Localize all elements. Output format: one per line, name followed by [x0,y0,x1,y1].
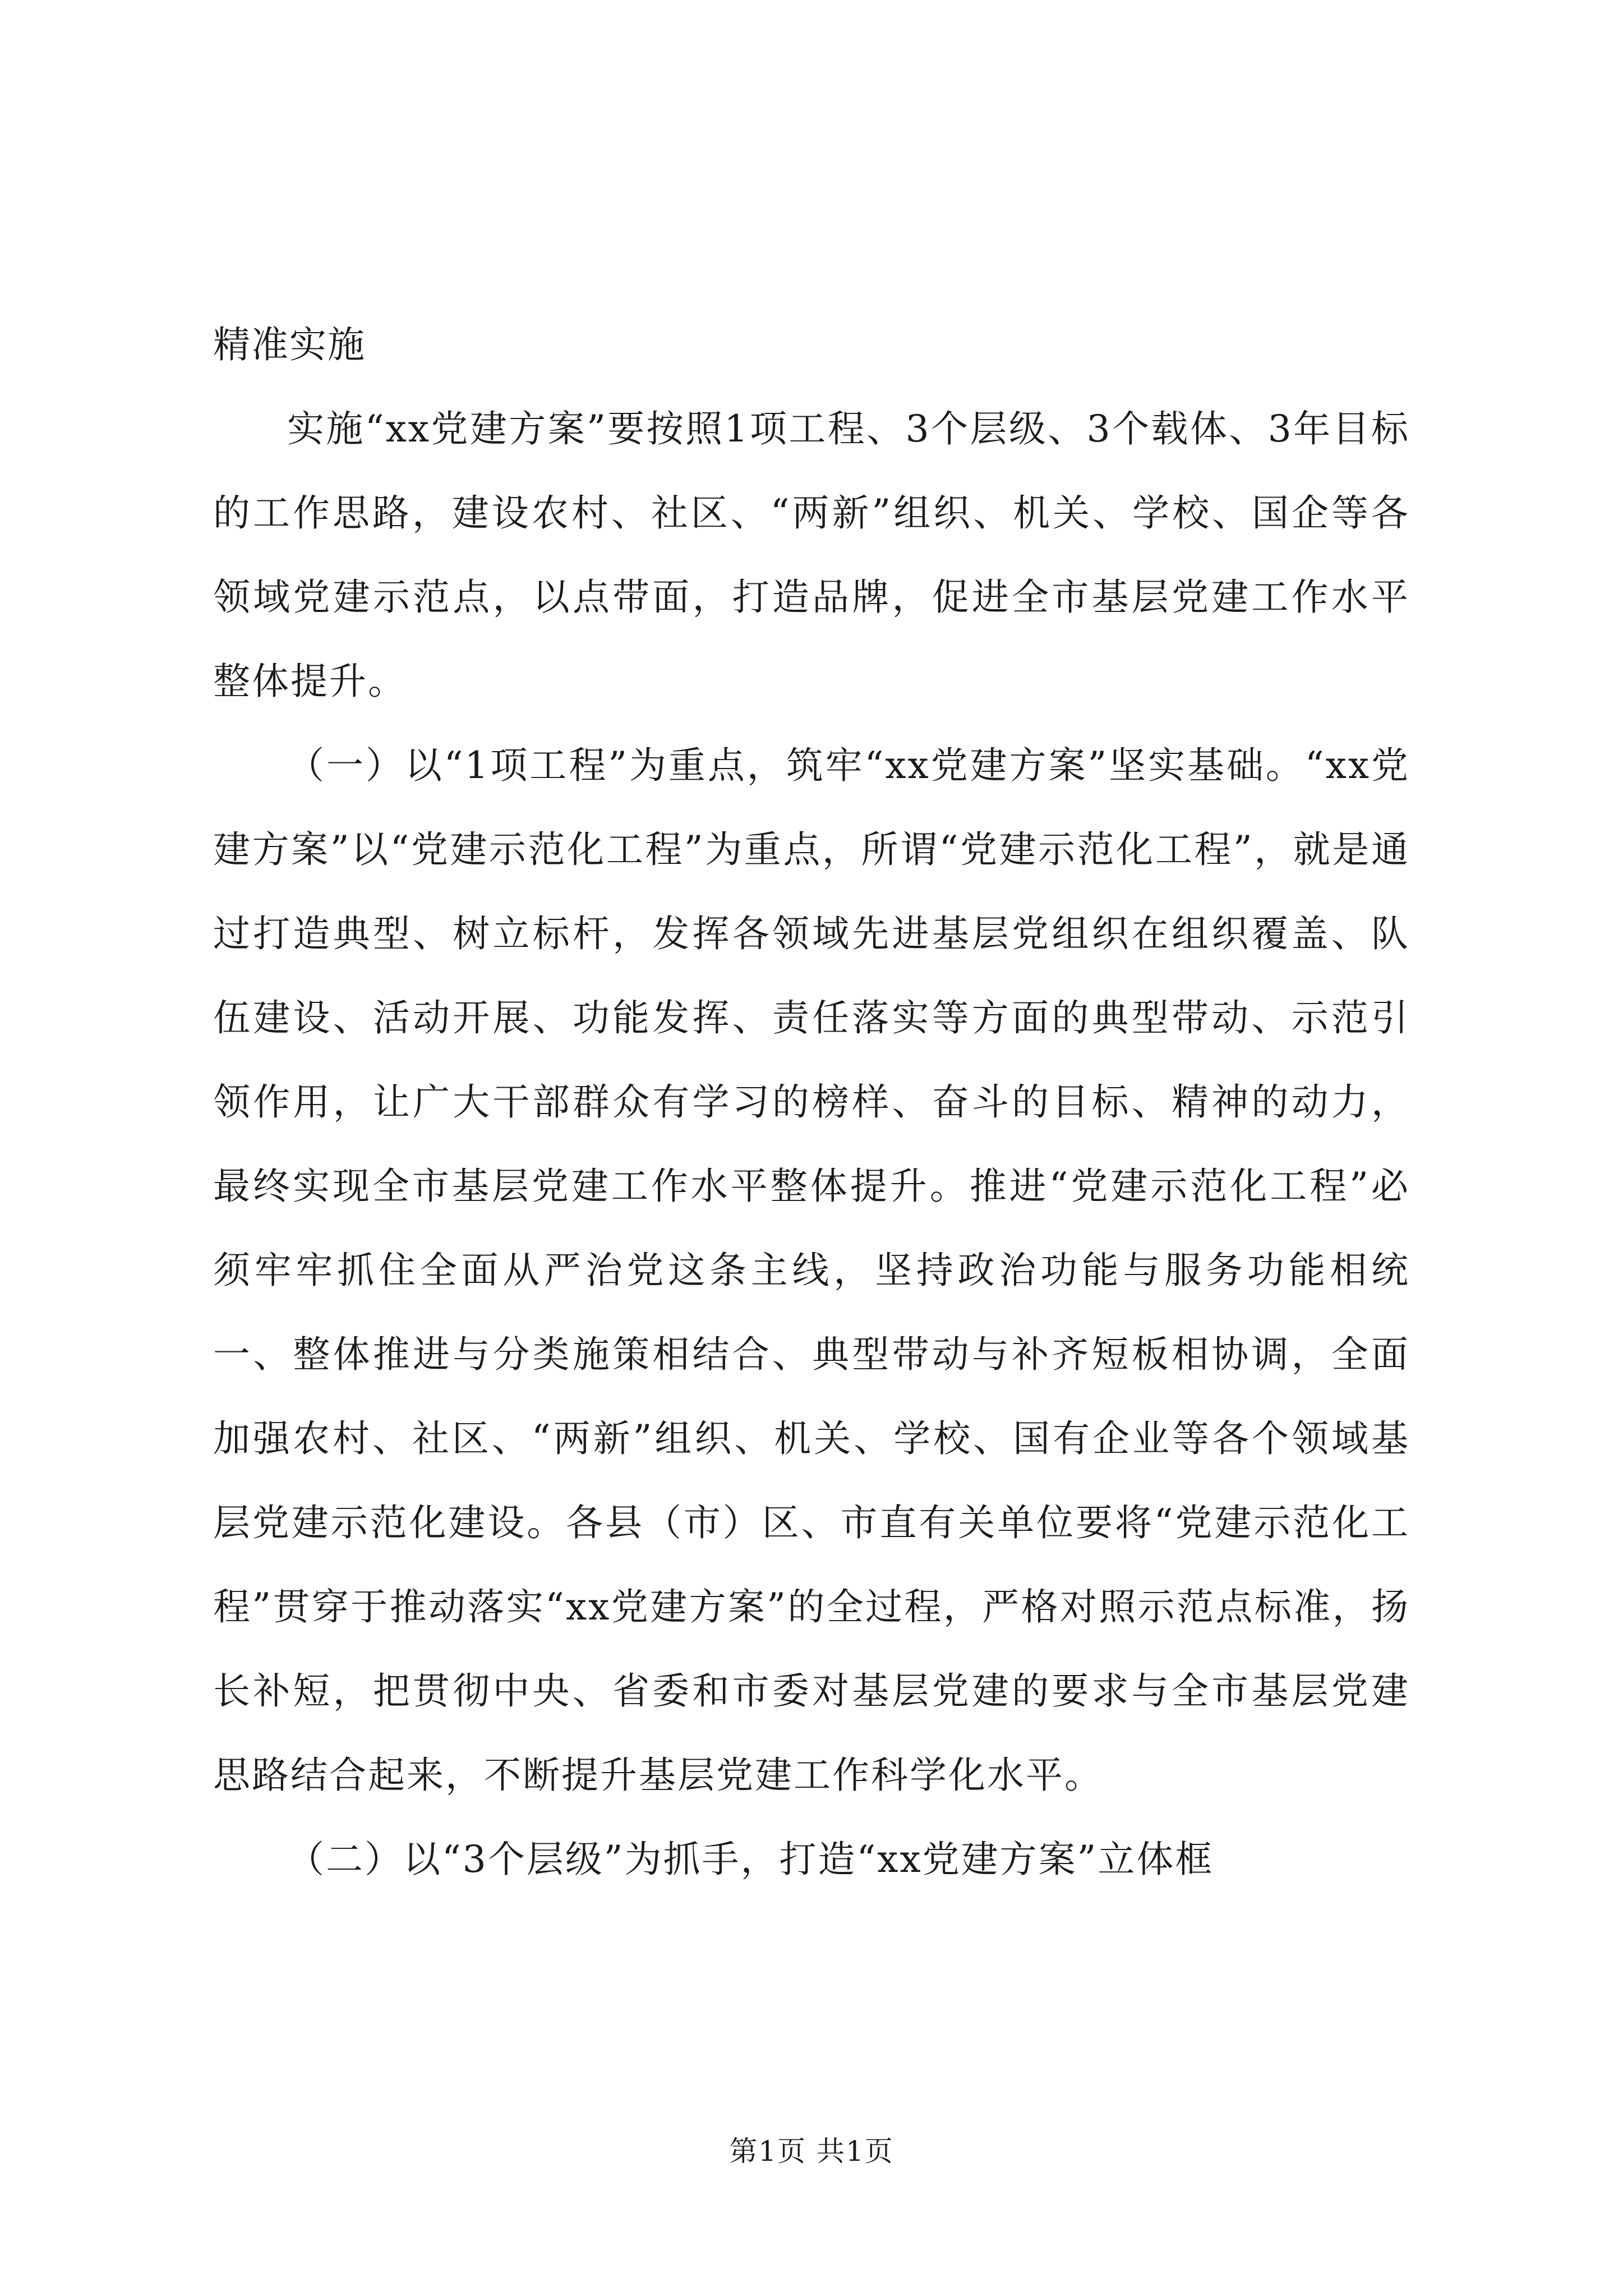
section-heading: 精准实施 [213,323,366,366]
page-footer: 第1页 共1页 [729,2135,894,2168]
document-body [213,303,1410,1902]
paragraph-intro: 实施“xx党建方案”要按照1项工程、3个层级、3个载体、3年目标的工作思路，建设农村、社区、“两新”组织、机关、学校、国企等各领域党建示范点，以点带面，打造品牌，促进全市基层党建工作水平整体提升。 [213,407,1410,703]
paragraph-section-one: （一）以“1项工程”为重点，筑牢“xx党建方案”坚实基础。“xx党建方案”以“党建示范化工程”为重点，所谓“党建示范化工程”，就是通过打造典型、树立标杆，发挥各领域先进基层党组织在组织覆盖、队伍建设、活动开展、功能发挥、责任落实等方面的典型带动、示范引领作用，让广大干部群众有学习的榜样、奋斗的目标、精神的动力，最终实现全市基层党建工作水平整体提升。推进“党建示范化工程”必须牢牢抓住全面从严治党这条主线，坚持政治功能与服务功能相统一、整体推进与分类施策相结合、典型带动与补齐短板相协调，全面加强农村、社区、“两新”组织、机关、学校、国有企业等各个领域基层党建示范化建设。各县（市）区、市直有关单位要将“党建示范化工程”贯穿于推动落实“xx党建方案”的全过程，严格对照示范点标准，扬长补短，把贯彻中央、省委和市委对基层党建的要求与全市基层党建思路结合起来，不断提升基层党建工作科学化水平。 [213,744,1410,1797]
paragraph-section-two: （二）以“3个层级”为抓手，打造“xx党建方案”立体框 [287,1838,1214,1881]
